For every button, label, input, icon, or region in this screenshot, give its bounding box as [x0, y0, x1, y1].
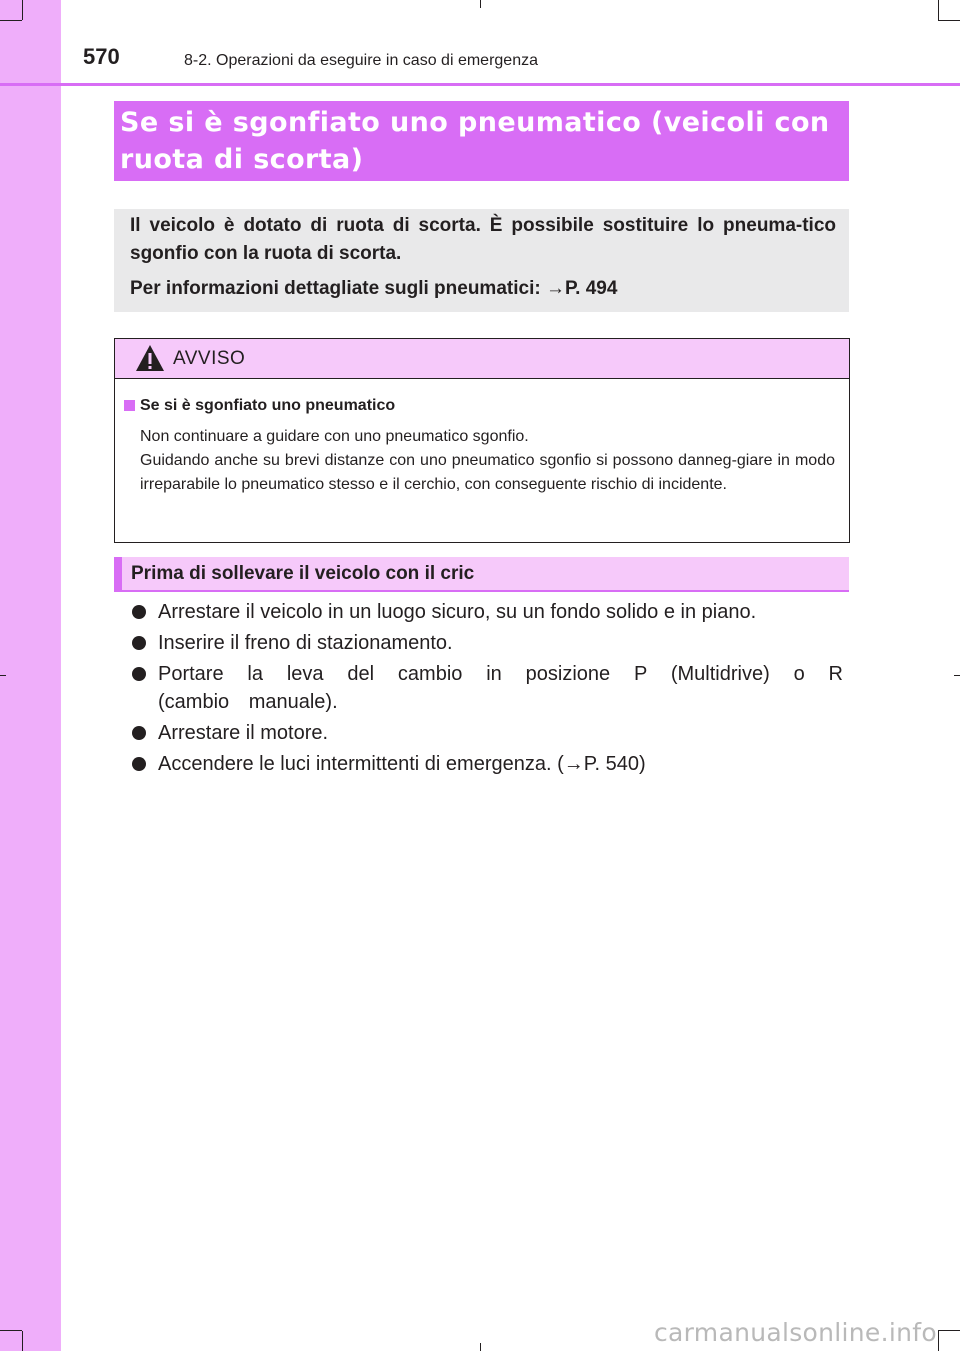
warning-line: Guidando anche su brevi distanze con uno pneumatico sgonfio si possono danneg-giare in modo irreparabile lo pneumatico stesso e il cerchio, con conseguente rischio di incidente.	[140, 452, 835, 493]
intro-reference: Per informazioni dettagliate sugli pneumatici: →P. 494	[130, 278, 618, 299]
bullet-icon	[132, 636, 146, 650]
steps-list	[130, 598, 843, 781]
crop-mark	[938, 1330, 960, 1331]
bullet-icon	[132, 726, 146, 740]
square-bullet-icon	[124, 400, 135, 411]
side-tab-strip	[0, 0, 61, 1351]
crop-mark	[22, 1331, 23, 1351]
warning-header	[115, 339, 849, 379]
header-rule	[0, 83, 960, 86]
page-title: Se si è sgonfiato uno pneumatico (veicoli con ruota di scorta)	[120, 107, 830, 175]
warning-box	[114, 338, 850, 543]
list-item: Accendere le luci intermittenti di emergenza. (→P. 540)	[130, 750, 843, 778]
crop-mark	[938, 0, 939, 20]
section-heading-bar	[114, 557, 122, 590]
section-label: 8-2. Operazioni da eseguire in caso di emergenza	[184, 52, 538, 69]
bullet-icon	[132, 757, 146, 771]
bullet-icon	[132, 667, 146, 681]
registration-mark	[480, 1343, 481, 1351]
intro-paragraph: Il veicolo è dotato di ruota di scorta. È possibile sostituire lo pneuma-tico sgonfio con la ruota di scorta.	[130, 215, 836, 264]
section-heading-text: Prima di sollevare il veicolo con il cric	[131, 563, 475, 584]
crop-mark	[0, 20, 22, 21]
registration-mark	[954, 675, 960, 676]
warning-body	[140, 425, 835, 497]
list-item: Portare la leva del cambio in posizione P (Multidrive) o R (cambio manuale).	[130, 660, 843, 716]
list-item: Inserire il freno di stazionamento.	[130, 629, 843, 657]
page-number: 570	[83, 44, 120, 69]
warning-triangle-icon	[135, 344, 165, 372]
list-item: Arrestare il motore.	[130, 719, 843, 747]
section-heading	[114, 557, 849, 592]
bullet-icon	[132, 605, 146, 619]
registration-mark	[0, 675, 6, 676]
crop-mark	[0, 1330, 22, 1331]
crop-mark	[938, 20, 960, 21]
warning-line: Non continuare a guidare con uno pneumatico sgonfio.	[140, 428, 529, 445]
warning-subheading: Se si è sgonfiato uno pneumatico	[140, 397, 396, 414]
crop-mark	[938, 1331, 939, 1351]
list-item: Arrestare il veicolo in un luogo sicuro, su un fondo solido e in piano.	[130, 598, 843, 626]
watermark: carmanualsonline.info	[654, 1318, 937, 1347]
registration-mark	[480, 0, 481, 8]
warning-title: AVVISO	[173, 348, 246, 369]
crop-mark	[22, 0, 23, 20]
